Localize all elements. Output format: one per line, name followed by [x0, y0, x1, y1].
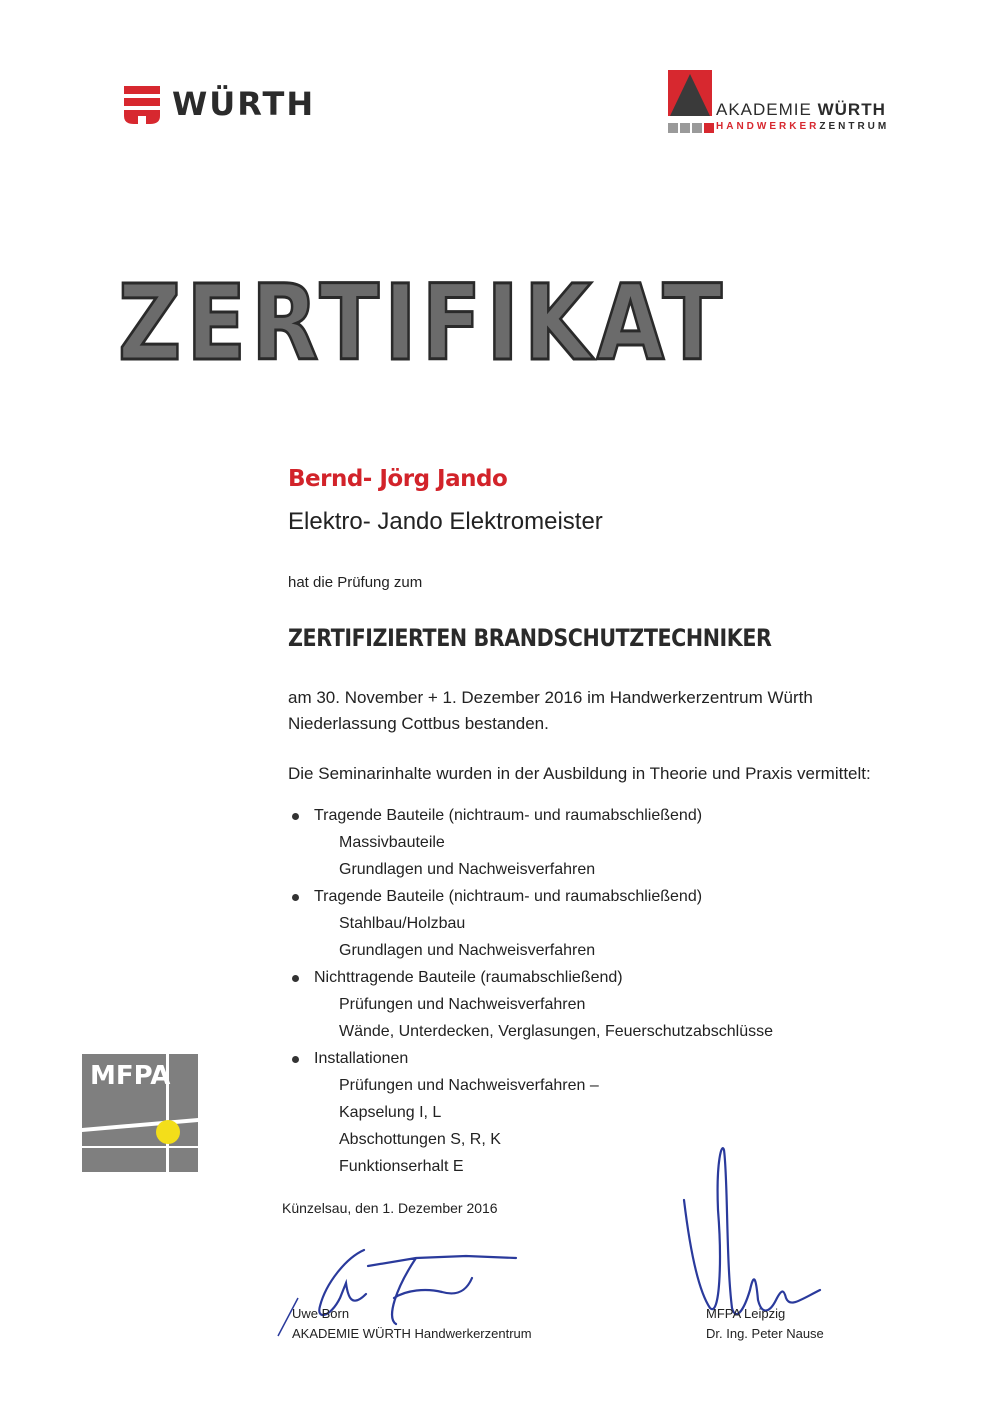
bullet-icon	[292, 975, 299, 982]
certificate-title: ZERTIFIKAT	[118, 262, 728, 384]
signer-right-org: MFPA Leipzig	[706, 1306, 786, 1321]
zentrum-label: ZENTRUM	[819, 121, 890, 132]
topic-subitem: Grundlagen und Nachweisverfahren	[339, 861, 596, 878]
exam-details-line: Niederlassung Cottbus bestanden.	[288, 714, 549, 733]
topic-subitem: Kapselung I, L	[339, 1104, 442, 1121]
topic-item	[290, 802, 910, 883]
topic-subitem: Prüfungen und Nachweisverfahren	[339, 996, 586, 1013]
topic-title: Installationen	[314, 1050, 409, 1067]
signer-left-org: AKADEMIE WÜRTH Handwerkerzentrum	[292, 1326, 532, 1341]
signer-left-name: Uwe Born	[292, 1306, 350, 1321]
bullet-icon	[292, 1056, 299, 1063]
topic-subitem: Prüfungen und Nachweisverfahren –	[339, 1077, 599, 1094]
akademie-wurth-logo	[668, 70, 898, 140]
mfpa-logo-text: MFPA	[90, 1061, 171, 1091]
topic-item	[290, 964, 910, 1045]
akademie-label: AKADEMIE	[716, 100, 812, 119]
seminar-topics-list	[290, 802, 910, 1180]
signature-right-icon	[670, 1140, 830, 1330]
topic-subitem: Stahlbau/Holzbau	[339, 915, 466, 932]
handwerker-label: HANDWERKER	[716, 121, 820, 132]
akademie-brand: WÜRTH	[817, 100, 886, 119]
topic-item	[290, 883, 910, 964]
exam-details-line: am 30. November + 1. Dezember 2016 im Handwerkerzentrum Würth	[288, 688, 813, 707]
bullet-icon	[292, 894, 299, 901]
topic-subitem: Abschottungen S, R, K	[339, 1131, 501, 1148]
date-line: Künzelsau, den 1. Dezember 2016	[282, 1200, 498, 1216]
topic-title: Nichttragende Bauteile (raumabschließend)	[314, 969, 623, 986]
seminar-intro: Die Seminarinhalte wurden in der Ausbildung in Theorie und Praxis vermittelt:	[288, 764, 871, 783]
akademie-pyramid-icon	[668, 70, 712, 118]
wurth-wordmark: WÜRTH	[172, 85, 316, 123]
qualification-title: ZERTIFIZIERTEN BRANDSCHUTZTECHNIKER	[288, 624, 772, 652]
wurth-w-mark-icon	[122, 84, 162, 126]
bullet-icon	[292, 813, 299, 820]
topic-title: Tragende Bauteile (nichtraum- und raumabschließend)	[314, 888, 703, 905]
topic-subitem: Massivbauteile	[339, 834, 445, 851]
wurth-logo	[122, 80, 322, 130]
signer-right-name: Dr. Ing. Peter Nause	[706, 1326, 824, 1341]
signature-left-icon	[276, 1228, 526, 1338]
recipient-company: Elektro- Jando Elektromeister	[288, 508, 603, 535]
akademie-squares-icon	[668, 122, 716, 134]
topic-subitem: Wände, Unterdecken, Verglasungen, Feuerschutzabschlüsse	[339, 1023, 774, 1040]
exam-intro: hat die Prüfung zum	[288, 574, 423, 591]
topic-subitem: Grundlagen und Nachweisverfahren	[339, 942, 596, 959]
mfpa-logo	[82, 1054, 198, 1172]
topic-title: Tragende Bauteile (nichtraum- und raumabschließend)	[314, 807, 703, 824]
topic-subitem: Funktionserhalt E	[339, 1158, 464, 1175]
recipient-name: Bernd- Jörg Jando	[288, 466, 508, 492]
